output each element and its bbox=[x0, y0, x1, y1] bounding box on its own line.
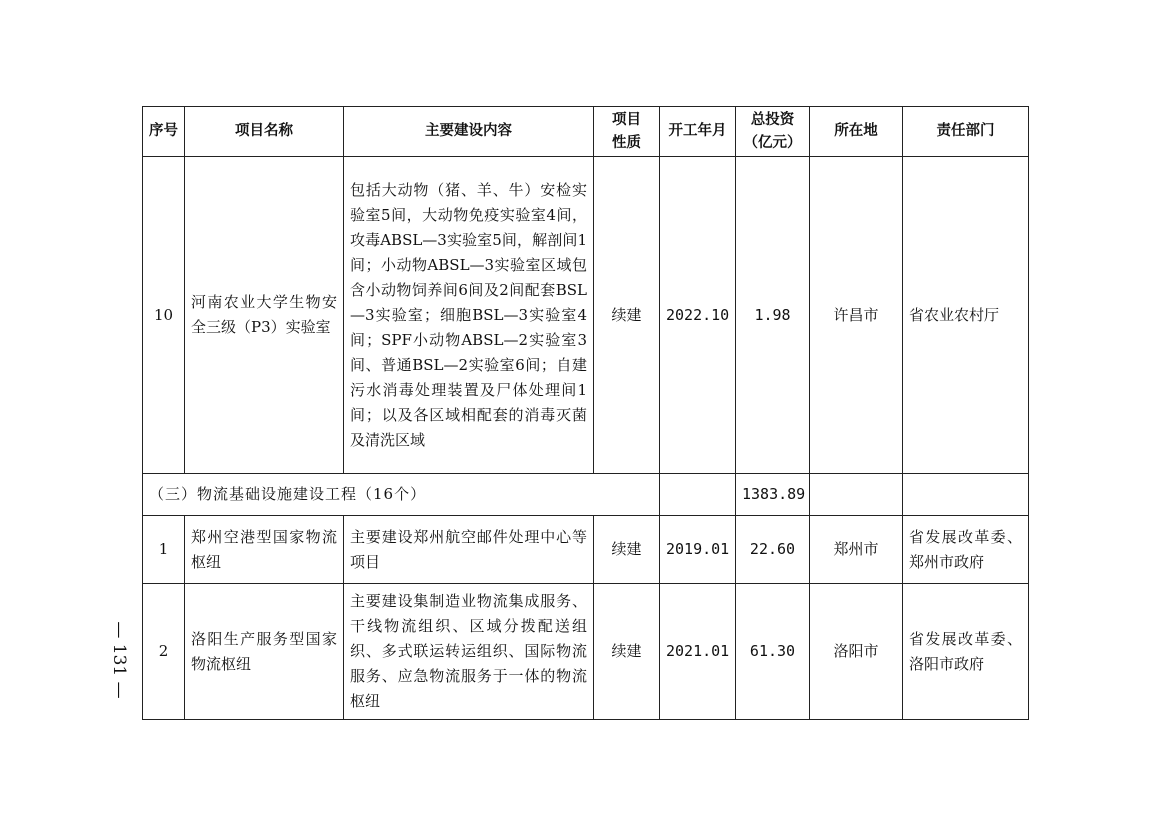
section-title: （三）物流基础设施建设工程（16个） bbox=[143, 474, 660, 516]
cell-department: 省发展改革委、洛阳市政府 bbox=[903, 584, 1029, 720]
header-investment-line1: 总投资 bbox=[750, 111, 795, 128]
cell-name: 河南农业大学生物安全三级（P3）实验室 bbox=[185, 157, 344, 474]
header-investment-line2: （亿元） bbox=[743, 134, 802, 151]
cell-department: 省农业农村厅 bbox=[903, 157, 1029, 474]
cell-investment: 1.98 bbox=[736, 157, 810, 474]
header-department: 责任部门 bbox=[903, 107, 1029, 157]
header-location: 所在地 bbox=[810, 107, 903, 157]
header-nature-line1: 项目 bbox=[612, 111, 641, 128]
cell-no: 1 bbox=[143, 516, 185, 584]
table-row bbox=[143, 516, 1029, 584]
section-empty-department bbox=[903, 474, 1029, 516]
section-investment: 1383.89 bbox=[736, 474, 810, 516]
cell-name: 郑州空港型国家物流枢纽 bbox=[185, 516, 344, 584]
table-row bbox=[143, 157, 1029, 474]
cell-location: 洛阳市 bbox=[810, 584, 903, 720]
project-table bbox=[142, 106, 1029, 720]
section-empty-location bbox=[810, 474, 903, 516]
cell-investment: 22.60 bbox=[736, 516, 810, 584]
header-content: 主要建设内容 bbox=[344, 107, 594, 157]
header-name: 项目名称 bbox=[185, 107, 344, 157]
page-number-text: — 131 — bbox=[109, 621, 129, 699]
section-empty-start bbox=[660, 474, 736, 516]
cell-department: 省发展改革委、郑州市政府 bbox=[903, 516, 1029, 584]
table-header-row bbox=[143, 107, 1029, 157]
header-no: 序号 bbox=[143, 107, 185, 157]
cell-nature: 续建 bbox=[594, 516, 660, 584]
page-number bbox=[104, 610, 134, 710]
cell-location: 郑州市 bbox=[810, 516, 903, 584]
header-start: 开工年月 bbox=[660, 107, 736, 157]
cell-start: 2019.01 bbox=[660, 516, 736, 584]
cell-content: 主要建设郑州航空邮件处理中心等项目 bbox=[344, 516, 594, 584]
cell-start: 2021.01 bbox=[660, 584, 736, 720]
section-row bbox=[143, 474, 1029, 516]
cell-content: 包括大动物（猪、羊、牛）安检实验室5间，大动物免疫实验室4间，攻毒ABSL—3实验室5间，解剖间1间；小动物ABSL—3实验室区域包含小动物饲养间6间及2间配套BSL—3实验室；细胞BSL—3实验室4间；SPF小动物ABSL—2实验室3间、普通BSL—2实验室6间；自建污水消毒处理装置及尸体处理间1间；以及各区域相配套的消毒灭菌及清洗区域 bbox=[344, 157, 594, 474]
header-nature bbox=[594, 107, 660, 157]
table-row bbox=[143, 584, 1029, 720]
cell-start: 2022.10 bbox=[660, 157, 736, 474]
header-nature-line2: 性质 bbox=[612, 134, 641, 151]
cell-nature: 续建 bbox=[594, 584, 660, 720]
cell-no: 2 bbox=[143, 584, 185, 720]
cell-location: 许昌市 bbox=[810, 157, 903, 474]
cell-investment: 61.30 bbox=[736, 584, 810, 720]
cell-no: 10 bbox=[143, 157, 185, 474]
cell-content: 主要建设集制造业物流集成服务、干线物流组织、区域分拨配送组织、多式联运转运组织、国际物流服务、应急物流服务于一体的物流枢纽 bbox=[344, 584, 594, 720]
cell-nature: 续建 bbox=[594, 157, 660, 474]
header-investment bbox=[736, 107, 810, 157]
cell-name: 洛阳生产服务型国家物流枢纽 bbox=[185, 584, 344, 720]
